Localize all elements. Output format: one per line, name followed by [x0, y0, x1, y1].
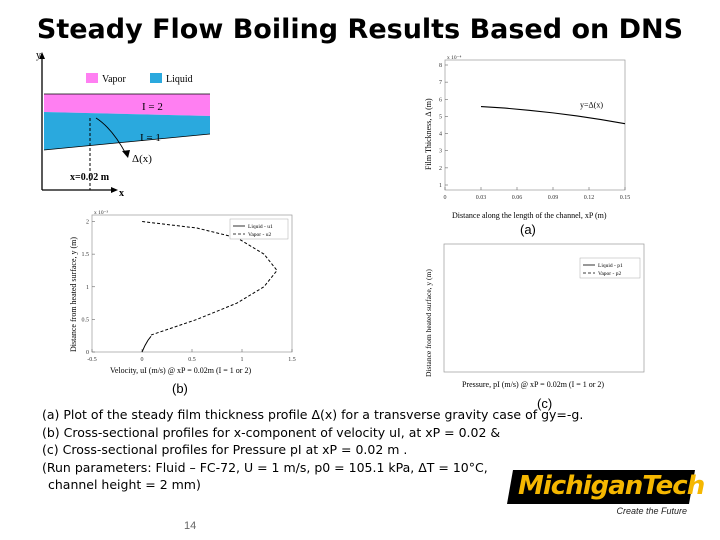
panel-label-b: (b) [172, 381, 188, 396]
chart-a-ytick-label: 5 [439, 114, 442, 121]
chart-pressure-profile [422, 232, 652, 392]
chart-b-ytick-label: 0 [86, 350, 89, 356]
chart-b-series-1 [142, 336, 151, 352]
region-liquid-label: I = 1 [140, 132, 161, 144]
chart-a-exponent: x 10⁻⁴ [447, 55, 462, 61]
chart-a-ytick-label: 2 [439, 165, 442, 172]
chart-b-ytick-label: 2 [86, 219, 89, 226]
liquid-region [44, 112, 210, 150]
caption-c: (c) Cross-sectional profiles for Pressure pI at xP = 0.02 m . [42, 442, 408, 457]
flow-schematic [30, 50, 330, 200]
chart-a-xtick-label: 0 [443, 195, 447, 201]
caption-run-params: (Run parameters: Fluid – FC-72, U = 1 m/s, p0 = 105.1 kPa, ΔT = 10°C, [42, 459, 488, 475]
chart-a-ytick-label: 8 [439, 63, 442, 69]
caption-a: (a) Plot of the steady film thickness profile Δ(x) for a transverse gravity case of gy=-g. [42, 407, 584, 422]
logo-tagline: Create the Future [616, 506, 687, 516]
chart-b-ytick-label: 1.5 [81, 252, 89, 259]
chart-a-frame [445, 60, 625, 190]
chart-a-ytick-label: 4 [439, 131, 442, 138]
region-vapor-label: I = 2 [142, 101, 163, 113]
legend-vapor-label: Vapor [102, 74, 126, 85]
chart-b-xtick-label: 1.5 [288, 357, 296, 363]
delta-label: Δ(x) [132, 153, 152, 165]
chart-c-legend-label: Liquid - p1 [598, 263, 623, 269]
chart-a-xtick-label: 0.12 [583, 195, 595, 201]
chart-c-ylabel: Distance from heated surface, y (m) [424, 269, 433, 377]
legend-liquid-label: Liquid [166, 74, 193, 85]
slide-title: Steady Flow Boiling Results Based on DNS [36, 14, 684, 45]
chart-b-xtick-label: 1 [240, 357, 244, 363]
panel-label-a: (a) [520, 222, 536, 237]
chart-b-xlabel: Velocity, uI (m/s) @ xP = 0.02m (I = 1 or 2) [110, 366, 252, 375]
chart-b-ytick-label: 0.5 [81, 317, 89, 324]
chart-b-legend-label: Vapor - u2 [248, 232, 272, 238]
chart-a-annotation: y=Δ(x) [580, 100, 603, 110]
schematic-y-axis-label: y [36, 50, 41, 61]
chart-a-xtick-label: 0.09 [547, 195, 559, 201]
caption-b: (b) Cross-sectional profiles for x-component of velocity uI, at xP = 0.02 & [42, 424, 501, 440]
legend-liquid-swatch [150, 73, 162, 83]
chart-b-xtick-label: 0 [140, 357, 144, 363]
chart-velocity-profile [70, 207, 300, 377]
chart-c-legend-label: Vapor - p2 [598, 271, 622, 277]
chart-b-xtick-label: -0.5 [87, 357, 97, 363]
chart-a-xtick-label: 0.03 [475, 195, 487, 201]
chart-b-exponent: x 10⁻³ [94, 210, 109, 216]
chart-a-ylabel: Film Thickness, Δ (m) [424, 98, 433, 170]
michigan-tech-logo [510, 470, 705, 518]
chart-a-xtick-label: 0.15 [619, 195, 631, 201]
chart-b-xtick-label: 0.5 [188, 357, 196, 363]
legend-vapor-swatch [86, 73, 98, 83]
chart-a-ytick-label: 1 [439, 183, 442, 189]
chart-a-ytick-label: 6 [439, 97, 442, 104]
schematic-x-axis-label: x [119, 188, 124, 199]
chart-b-ytick-label: 1 [86, 284, 89, 291]
logo-wordmark: MichiganTech [518, 471, 705, 501]
caption-channel-height: channel height = 2 mm) [48, 477, 201, 492]
caption-block [42, 406, 583, 494]
chart-b-ylabel: Distance from heated surface, y (m) [69, 236, 78, 352]
chart-a-ytick-label: 7 [439, 80, 442, 87]
chart-a-ytick-label: 3 [439, 148, 442, 155]
location-label: x=0.02 m [70, 172, 110, 183]
chart-film-thickness [422, 52, 657, 224]
chart-c-xlabel: Pressure, pI (m/s) @ xP = 0.02m (I = 1 or 2) [462, 380, 605, 389]
panel-label-c: (c) [537, 396, 553, 411]
page-number: 14 [184, 520, 197, 532]
chart-a-xlabel: Distance along the length of the channel, xP (m) [452, 211, 607, 220]
chart-a-xtick-label: 0.06 [511, 195, 523, 201]
chart-b-legend-label: Liquid - u1 [248, 224, 273, 230]
chart-a-series-line [481, 107, 625, 124]
